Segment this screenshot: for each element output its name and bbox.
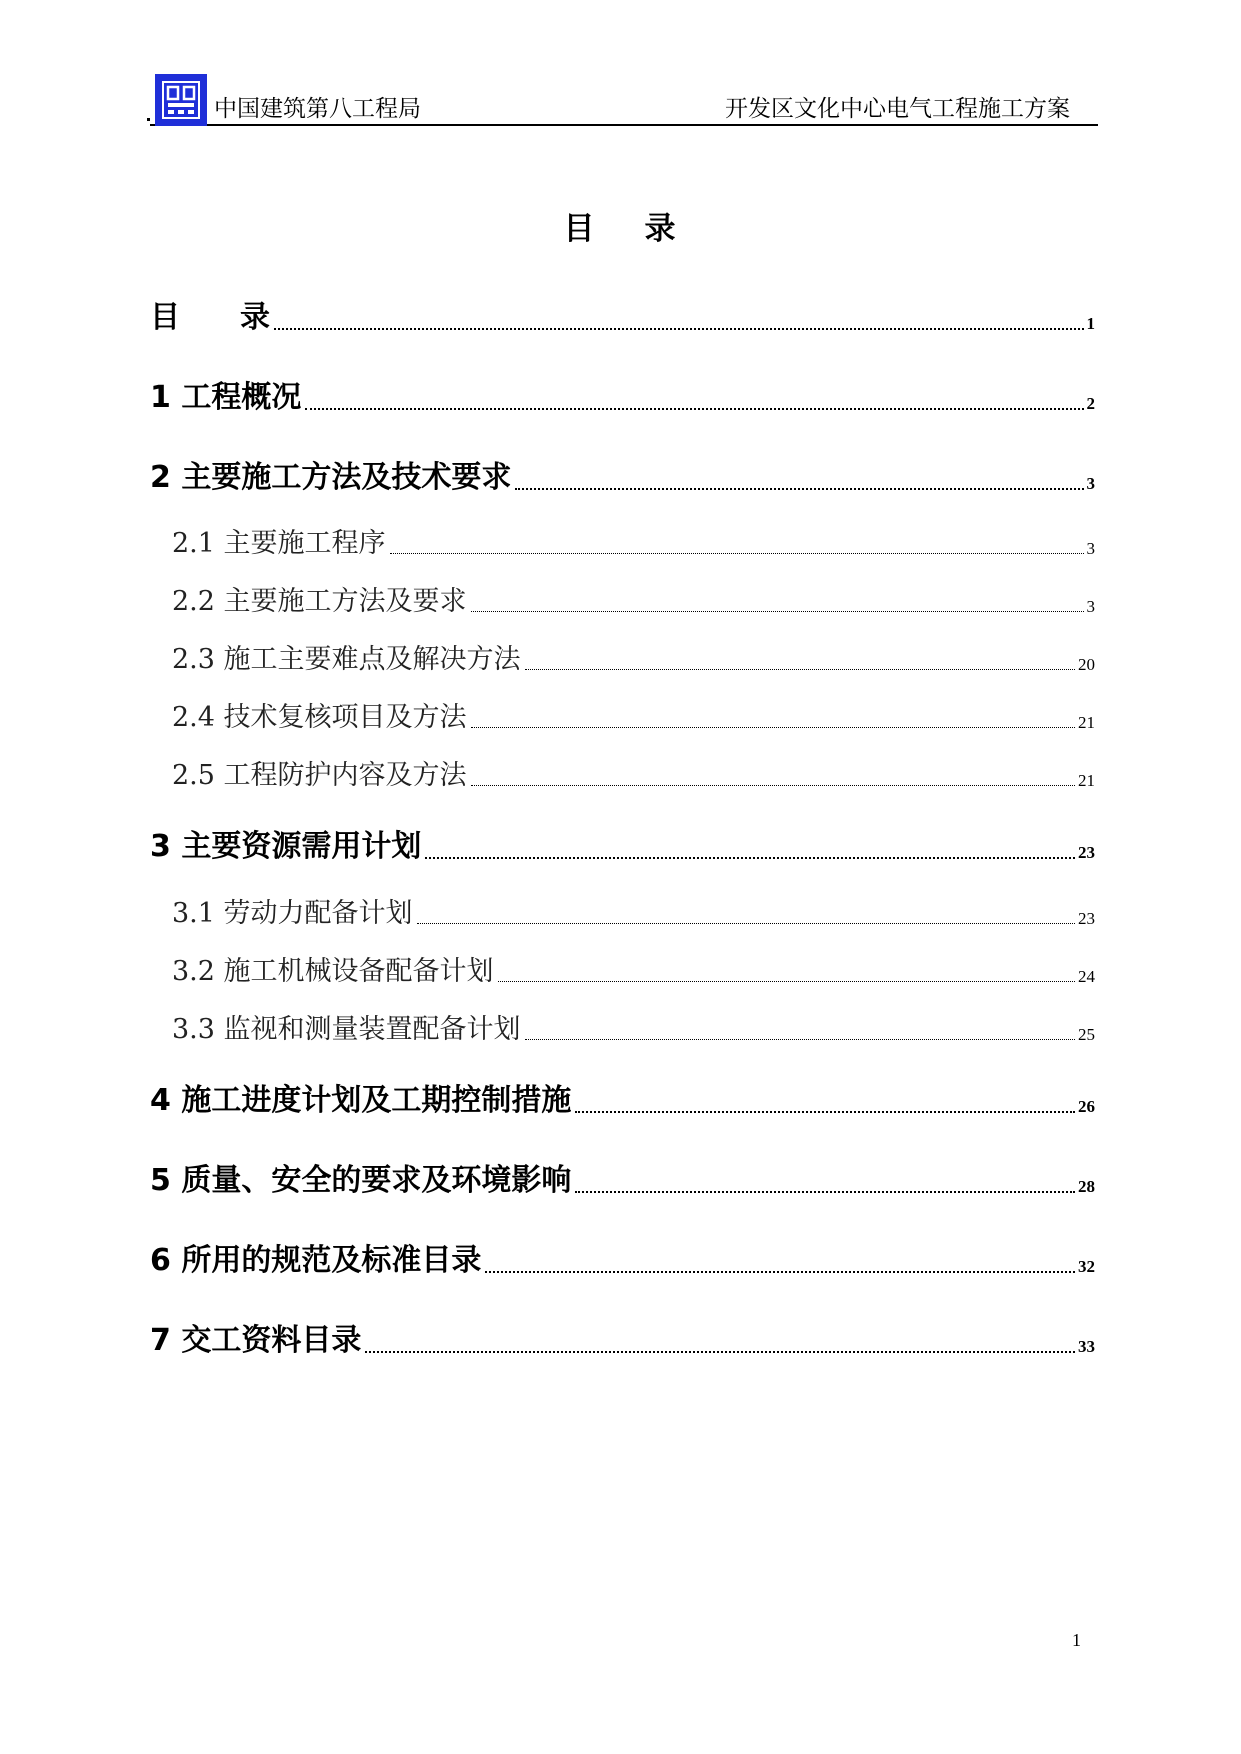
toc-entry[interactable] xyxy=(150,1243,1095,1279)
toc-entry-text: 6 所用的规范及标准目录 xyxy=(150,1243,482,1278)
toc-entry[interactable] xyxy=(172,701,1095,735)
toc-page-number: 21 xyxy=(1078,713,1095,732)
toc-entry[interactable] xyxy=(172,759,1095,793)
toc-entry[interactable] xyxy=(150,1323,1095,1359)
toc-page-number: 28 xyxy=(1078,1177,1095,1196)
toc-entry[interactable] xyxy=(150,1163,1095,1199)
toc-leader-dots xyxy=(471,611,1084,612)
header-document-title: 开发区文化中心电气工程施工方案 xyxy=(725,96,1070,122)
header-company: 中国建筑第八工程局 xyxy=(214,96,421,122)
toc-entry-text: 3.1 劳动力配备计划 xyxy=(172,898,413,929)
toc-entry[interactable] xyxy=(172,585,1095,619)
toc-leader-dots xyxy=(365,1351,1075,1353)
toc-entry-text: 5 质量、安全的要求及环境影响 xyxy=(150,1163,572,1198)
toc-entry-text: 2.1 主要施工程序 xyxy=(172,528,386,559)
toc-leader-dots xyxy=(425,857,1075,859)
toc-entry-text: 3.3 监视和测量装置配备计划 xyxy=(172,1014,521,1045)
toc-page-number: 25 xyxy=(1078,1025,1095,1044)
toc-leader-dots xyxy=(498,981,1075,982)
toc-entry[interactable] xyxy=(172,643,1095,677)
toc-leader-dots xyxy=(525,669,1075,670)
header-dot xyxy=(147,118,150,121)
toc-entry-text: 7 交工资料目录 xyxy=(150,1323,362,1358)
toc-page-number: 26 xyxy=(1078,1097,1095,1116)
title-char-2: 录 xyxy=(644,211,678,247)
toc-entry-text: 4 施工进度计划及工期控制措施 xyxy=(150,1083,572,1118)
toc-leader-dots xyxy=(575,1111,1075,1113)
toc-entry-text: 2.5 工程防护内容及方法 xyxy=(172,760,467,791)
toc-entry[interactable] xyxy=(150,380,1095,416)
toc-entry[interactable] xyxy=(172,1013,1095,1047)
toc-entry-text: 目 录 xyxy=(150,300,270,335)
toc-entry-text: 2 主要施工方法及技术要求 xyxy=(150,460,512,495)
toc-entry[interactable] xyxy=(150,460,1095,496)
toc-entry-text: 3 主要资源需用计划 xyxy=(150,829,422,864)
toc-page-number: 21 xyxy=(1078,771,1095,790)
toc-entry[interactable] xyxy=(150,1083,1095,1119)
toc-page-number: 32 xyxy=(1078,1257,1095,1276)
toc-entry-text: 2.4 技术复核项目及方法 xyxy=(172,702,467,733)
cscec-logo xyxy=(155,74,207,126)
toc-leader-dots xyxy=(417,923,1075,924)
toc-entry[interactable] xyxy=(172,955,1095,989)
toc-leader-dots xyxy=(525,1039,1075,1040)
toc-leader-dots xyxy=(471,785,1075,786)
toc-entry-text: 3.2 施工机械设备配备计划 xyxy=(172,956,494,987)
cscec-logo-icon xyxy=(159,78,203,122)
toc-leader-dots xyxy=(471,727,1075,728)
toc-entry-text: 1 工程概况 xyxy=(150,380,302,415)
page-header xyxy=(150,86,1098,126)
toc-entry[interactable] xyxy=(172,527,1095,561)
toc-page-number: 23 xyxy=(1078,909,1095,928)
title-char-1: 目 xyxy=(563,211,597,247)
toc-page-number: 33 xyxy=(1078,1337,1095,1356)
toc-entry[interactable] xyxy=(150,829,1095,865)
page-title xyxy=(0,203,1241,248)
toc-page-number: 3 xyxy=(1086,597,1095,616)
toc-page-number: 24 xyxy=(1078,967,1095,986)
page-number: 1 xyxy=(1072,1630,1081,1650)
toc-entry[interactable] xyxy=(150,300,1095,336)
toc-entry-text: 2.2 主要施工方法及要求 xyxy=(172,586,467,617)
toc-leader-dots xyxy=(274,328,1084,330)
toc-page-number: 23 xyxy=(1078,843,1095,862)
toc-leader-dots xyxy=(305,408,1083,410)
toc-page-number: 1 xyxy=(1086,314,1095,333)
toc-entry-text: 2.3 施工主要难点及解决方法 xyxy=(172,644,521,675)
toc-page-number: 2 xyxy=(1086,394,1095,413)
toc-entry[interactable] xyxy=(172,897,1095,931)
toc-leader-dots xyxy=(485,1271,1075,1273)
toc-leader-dots xyxy=(575,1191,1075,1193)
toc-leader-dots xyxy=(390,553,1084,554)
toc-page-number: 20 xyxy=(1078,655,1095,674)
toc-page-number: 3 xyxy=(1086,474,1095,493)
toc-leader-dots xyxy=(515,488,1083,490)
toc-page-number: 3 xyxy=(1086,539,1095,558)
